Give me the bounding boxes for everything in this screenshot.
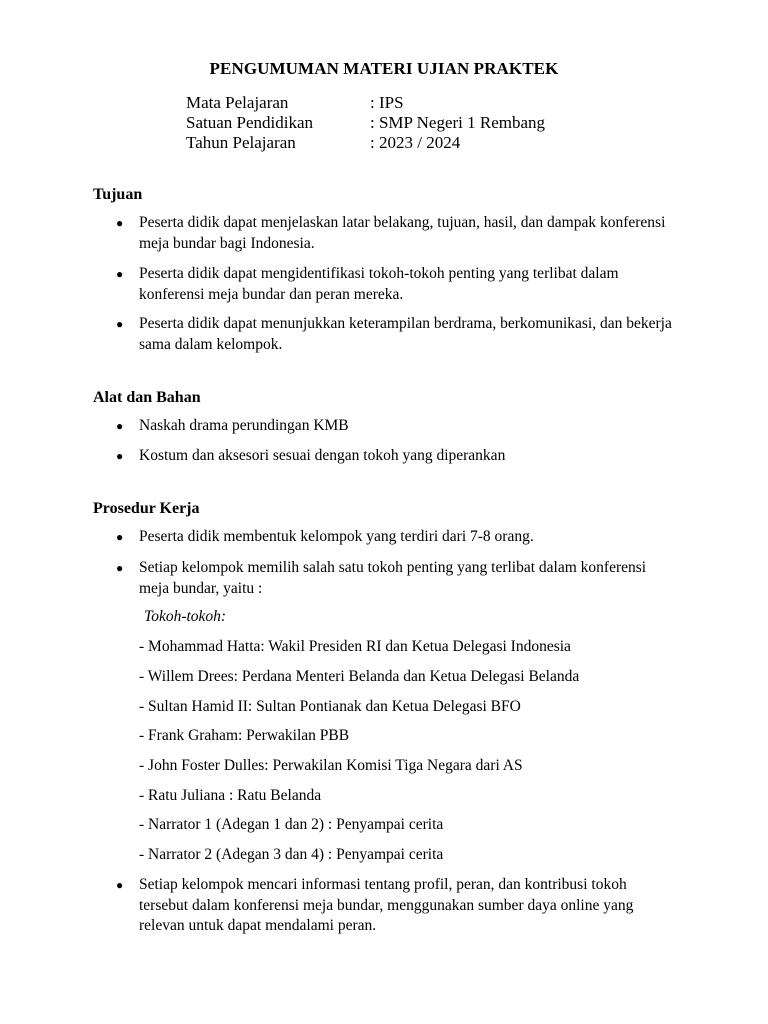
list-item: [116, 213, 676, 254]
list-item: [116, 314, 676, 355]
list-item-text: Peserta didik dapat menjelaskan latar belakang, tujuan, hasil, dan dampak konferensi meja bundar bagi Indonesia.: [139, 214, 666, 252]
tokoh-item: - John Foster Dulles: Perwakilan Komisi Tiga Negara dari AS: [139, 757, 523, 774]
tokoh-item: - Narrator 2 (Adegan 3 dan 4) : Penyampai cerita: [139, 846, 444, 863]
list-item-text: Setiap kelompok memilih salah satu tokoh penting yang terlibat dalam konferensi meja bundar, yaitu :: [139, 559, 647, 597]
bullet-icon: ●: [116, 561, 124, 575]
tokoh-item: - Sultan Hamid II: Sultan Pontianak dan Ketua Delegasi BFO: [139, 698, 521, 715]
meta-value: : SMP Negeri 1 Rembang: [370, 113, 546, 132]
list-item: [116, 527, 676, 548]
meta-label: Mata Pelajaran: [186, 93, 289, 112]
list-item-text: Naskah drama perundingan KMB: [139, 417, 349, 434]
meta-value: : 2023 / 2024: [370, 133, 461, 152]
list-item: [116, 446, 676, 467]
section-heading-tujuan: Tujuan: [93, 186, 143, 203]
list-item-text: Peserta didik dapat menunjukkan keterampilan berdrama, berkomunikasi, dan bekerja sama dalam kelompok.: [139, 315, 672, 353]
list-item: [116, 264, 676, 305]
document-title: PENGUMUMAN MATERI UJIAN PRAKTEK: [209, 59, 559, 78]
tokoh-item: - Ratu Juliana : Ratu Belanda: [139, 787, 322, 804]
tokoh-item: - Narrator 1 (Adegan 1 dan 2) : Penyampai cerita: [139, 816, 444, 833]
bullet-icon: ●: [116, 317, 124, 331]
meta-value: : IPS: [370, 93, 404, 112]
bullet-icon: ●: [116, 449, 124, 463]
section-heading-prosedur: Prosedur Kerja: [93, 500, 200, 517]
bullet-icon: ●: [116, 530, 124, 544]
section-heading-alat: Alat dan Bahan: [93, 389, 201, 406]
bullet-icon: ●: [116, 419, 124, 433]
tokoh-item: - Willem Drees: Perdana Menteri Belanda dan Ketua Delegasi Belanda: [139, 668, 580, 685]
meta-label: Tahun Pelajaran: [186, 133, 296, 152]
list-item-text: Peserta didik membentuk kelompok yang terdiri dari 7-8 orang.: [139, 528, 534, 545]
tokoh-label: Tokoh-tokoh:: [144, 608, 227, 625]
list-item-text: Peserta didik dapat mengidentifikasi tokoh-tokoh penting yang terlibat dalam konferensi meja bundar dan peran mereka.: [139, 265, 619, 303]
tokoh-item: - Frank Graham: Perwakilan PBB: [139, 727, 350, 744]
bullet-icon: ●: [116, 216, 124, 230]
list-item: [116, 875, 676, 937]
bullet-icon: ●: [116, 267, 124, 281]
list-item: [116, 558, 676, 599]
tokoh-item: - Mohammad Hatta: Wakil Presiden RI dan Ketua Delegasi Indonesia: [139, 638, 571, 655]
meta-row: [186, 93, 545, 113]
meta-block: [186, 93, 545, 153]
list-item-text: Kostum dan aksesori sesuai dengan tokoh yang diperankan: [139, 447, 506, 464]
meta-label: Satuan Pendidikan: [186, 113, 314, 132]
bullet-icon: ●: [116, 878, 124, 892]
meta-row: [186, 113, 545, 133]
list-item-text: Setiap kelompok mencari informasi tentang profil, peran, dan kontribusi tokoh tersebut dalam konferensi meja bundar, menggunakan sumber daya online yang relevan untuk dapat mendalami peran.: [139, 876, 634, 934]
list-item: [116, 416, 676, 437]
meta-row: [186, 133, 545, 153]
